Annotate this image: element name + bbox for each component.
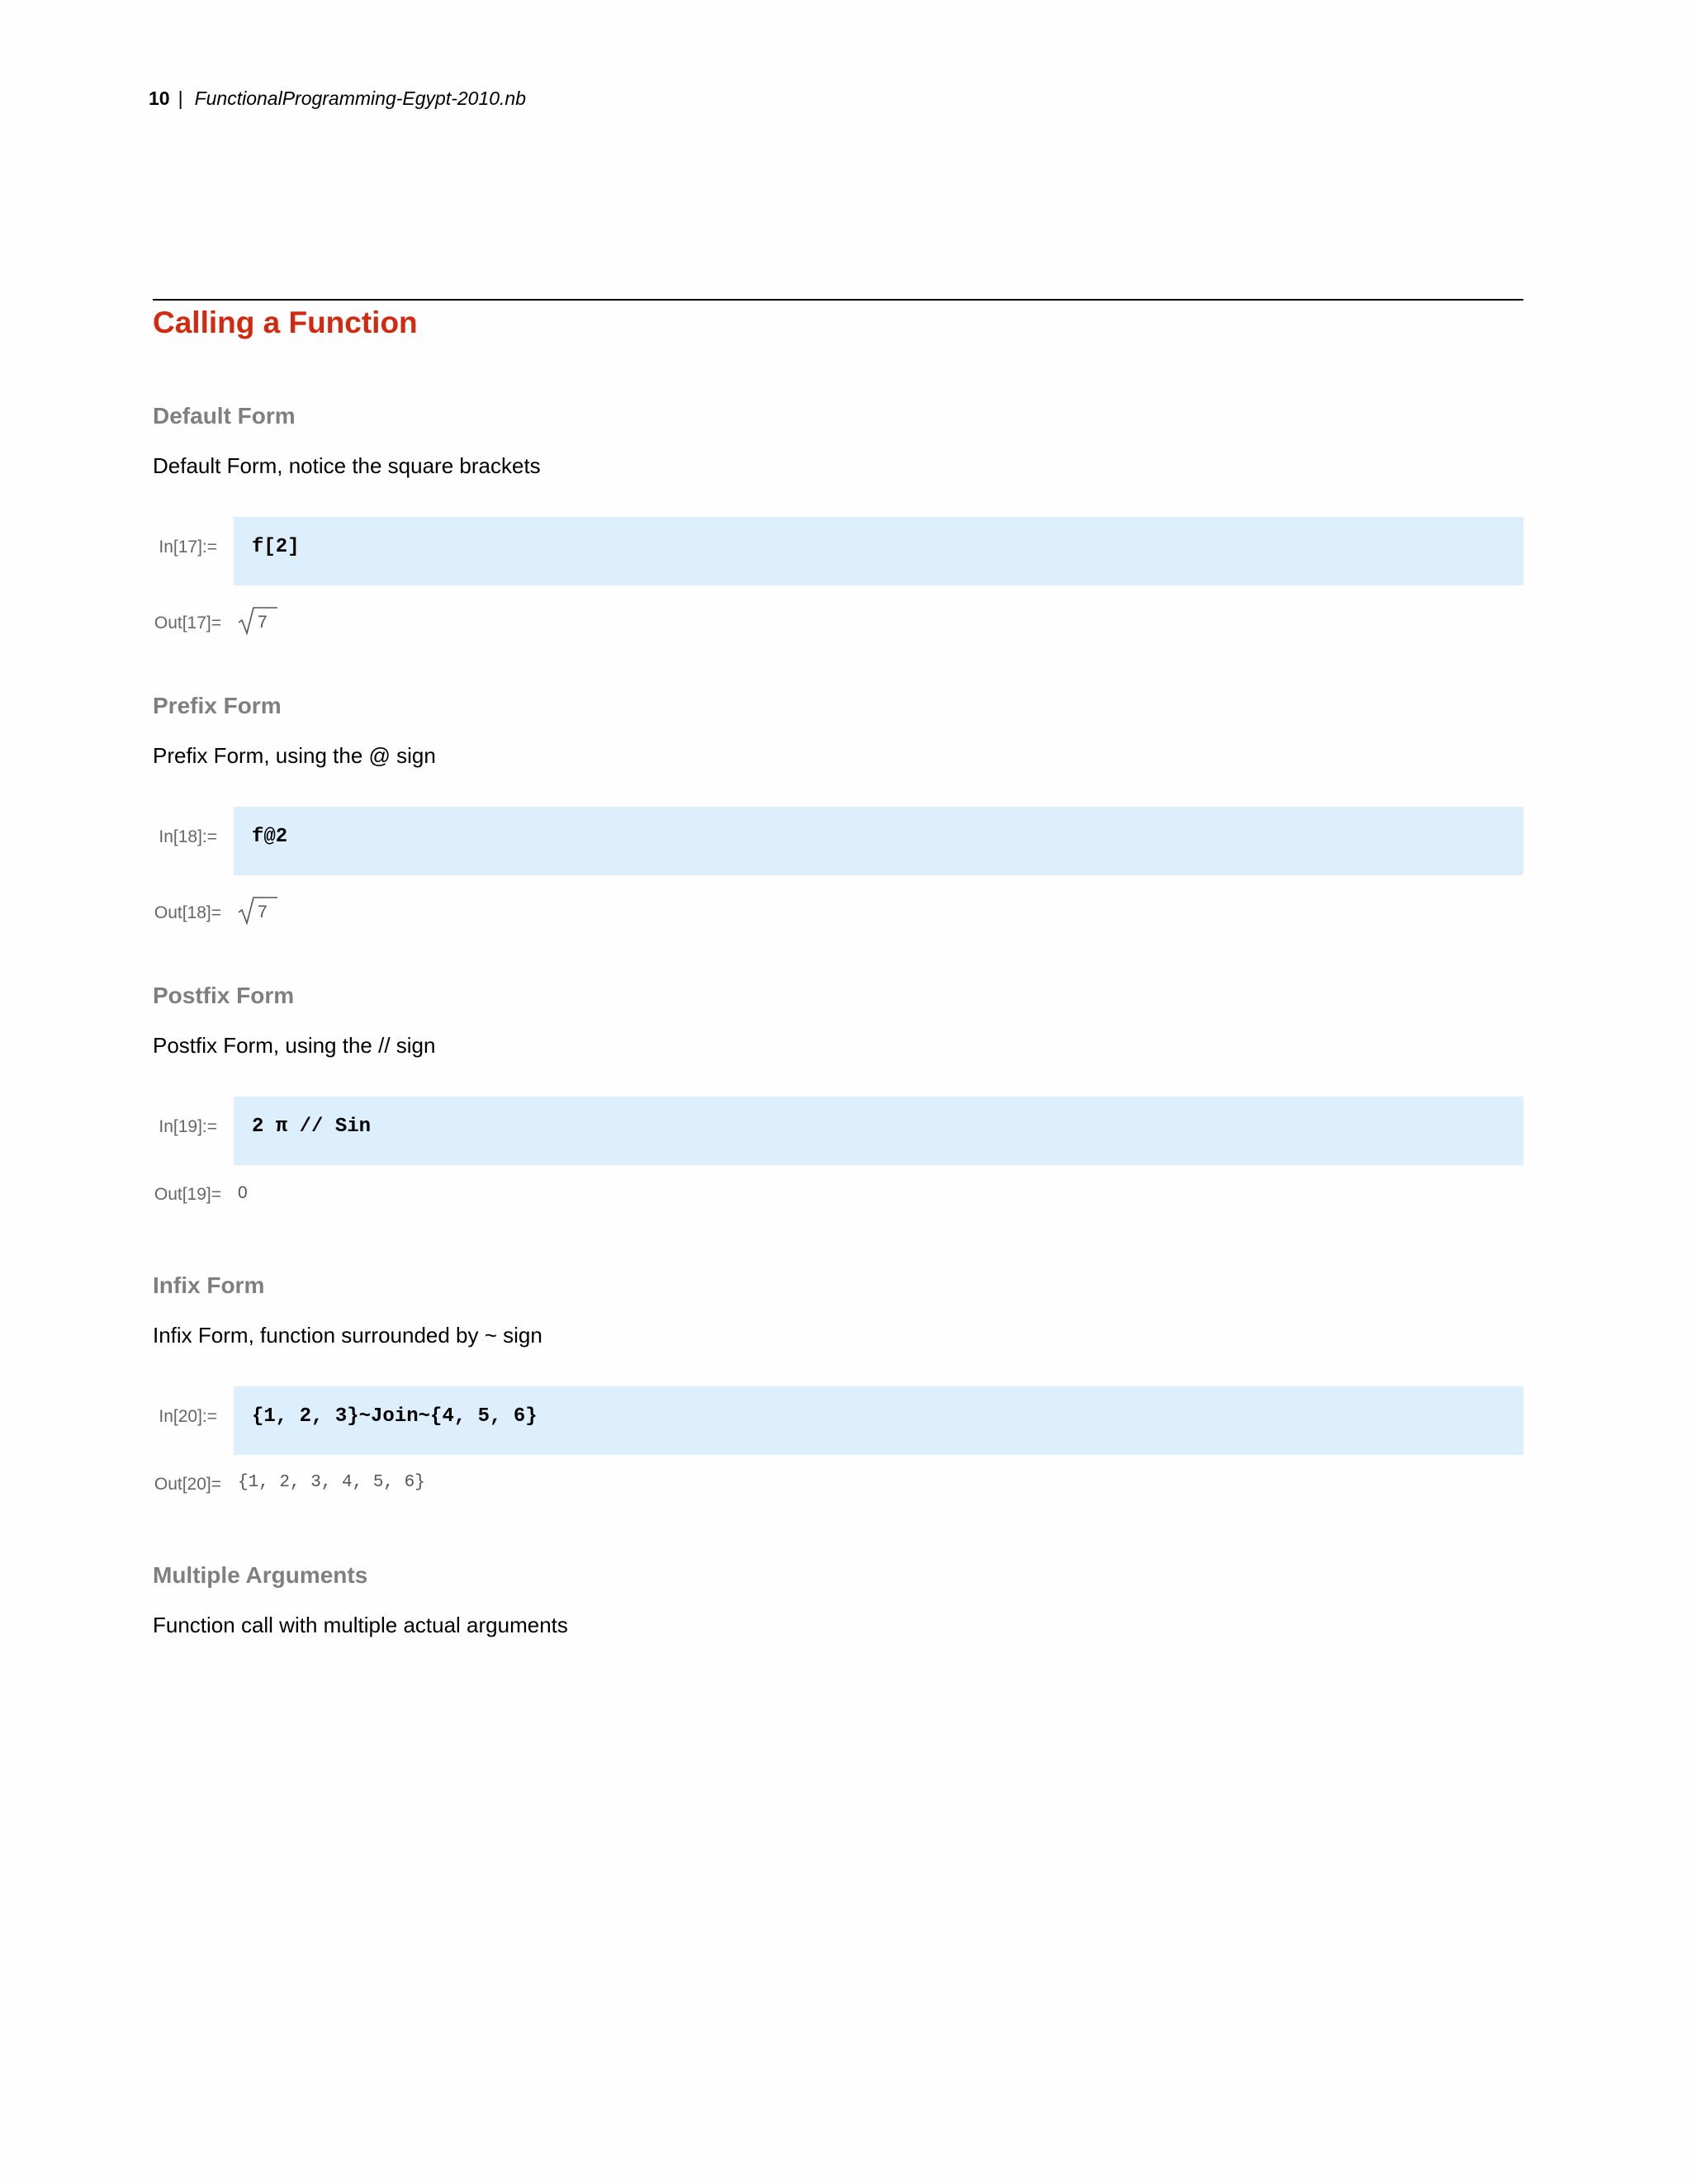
output-label-18: Out[18]= (154, 903, 221, 922)
page-number: 10 (149, 88, 170, 109)
input-code-17[interactable]: f[2] (252, 536, 300, 558)
subsection-text-postfix-form: Postfix Form, using the // sign (153, 1033, 436, 1058)
section-title: Calling a Function (153, 306, 418, 339)
input-label-18: In[18]:= (159, 827, 217, 846)
subsection-title-default-form: Default Form (153, 403, 296, 429)
output-value-19: 0 (238, 1183, 248, 1202)
input-code-19[interactable]: 2 π // Sin (252, 1116, 372, 1138)
input-cell-18[interactable] (234, 807, 1523, 875)
output-cell-18 (238, 894, 279, 927)
input-cell-17[interactable] (234, 517, 1523, 585)
subsection-text-multiple-arguments: Function call with multiple actual arguments (153, 1613, 568, 1637)
page-header (149, 86, 526, 111)
output-value-20: {1, 2, 3, 4, 5, 6} (238, 1473, 425, 1492)
input-code-18[interactable]: f@2 (252, 826, 288, 848)
output-cell-17 (238, 604, 279, 637)
output-label-19: Out[19]= (154, 1185, 221, 1204)
input-label-17: In[17]:= (159, 538, 217, 557)
input-label-19: In[19]:= (159, 1117, 217, 1136)
subsection-title-multiple-arguments: Multiple Arguments (153, 1562, 368, 1588)
notebook-filename: FunctionalProgramming-Egypt-2010.nb (194, 88, 527, 109)
subsection-text-default-form: Default Form, notice the square brackets (153, 453, 541, 478)
input-code-20[interactable]: {1, 2, 3}~Join~{4, 5, 6} (252, 1405, 538, 1428)
input-label-20: In[20]:= (159, 1407, 217, 1426)
header-separator: | (178, 88, 183, 109)
output-radicand-18: 7 (258, 902, 268, 921)
output-label-17: Out[17]= (154, 614, 221, 632)
subsection-text-prefix-form: Prefix Form, using the @ sign (153, 743, 436, 768)
subsection-title-infix-form: Infix Form (153, 1272, 265, 1298)
output-label-20: Out[20]= (154, 1475, 221, 1494)
subsection-title-postfix-form: Postfix Form (153, 983, 295, 1008)
output-radicand-17: 7 (258, 613, 268, 632)
input-cell-19[interactable] (234, 1097, 1523, 1165)
subsection-title-prefix-form: Prefix Form (153, 693, 282, 718)
input-cell-20[interactable] (234, 1386, 1523, 1455)
subsection-text-infix-form: Infix Form, function surrounded by ~ sign (153, 1323, 542, 1348)
